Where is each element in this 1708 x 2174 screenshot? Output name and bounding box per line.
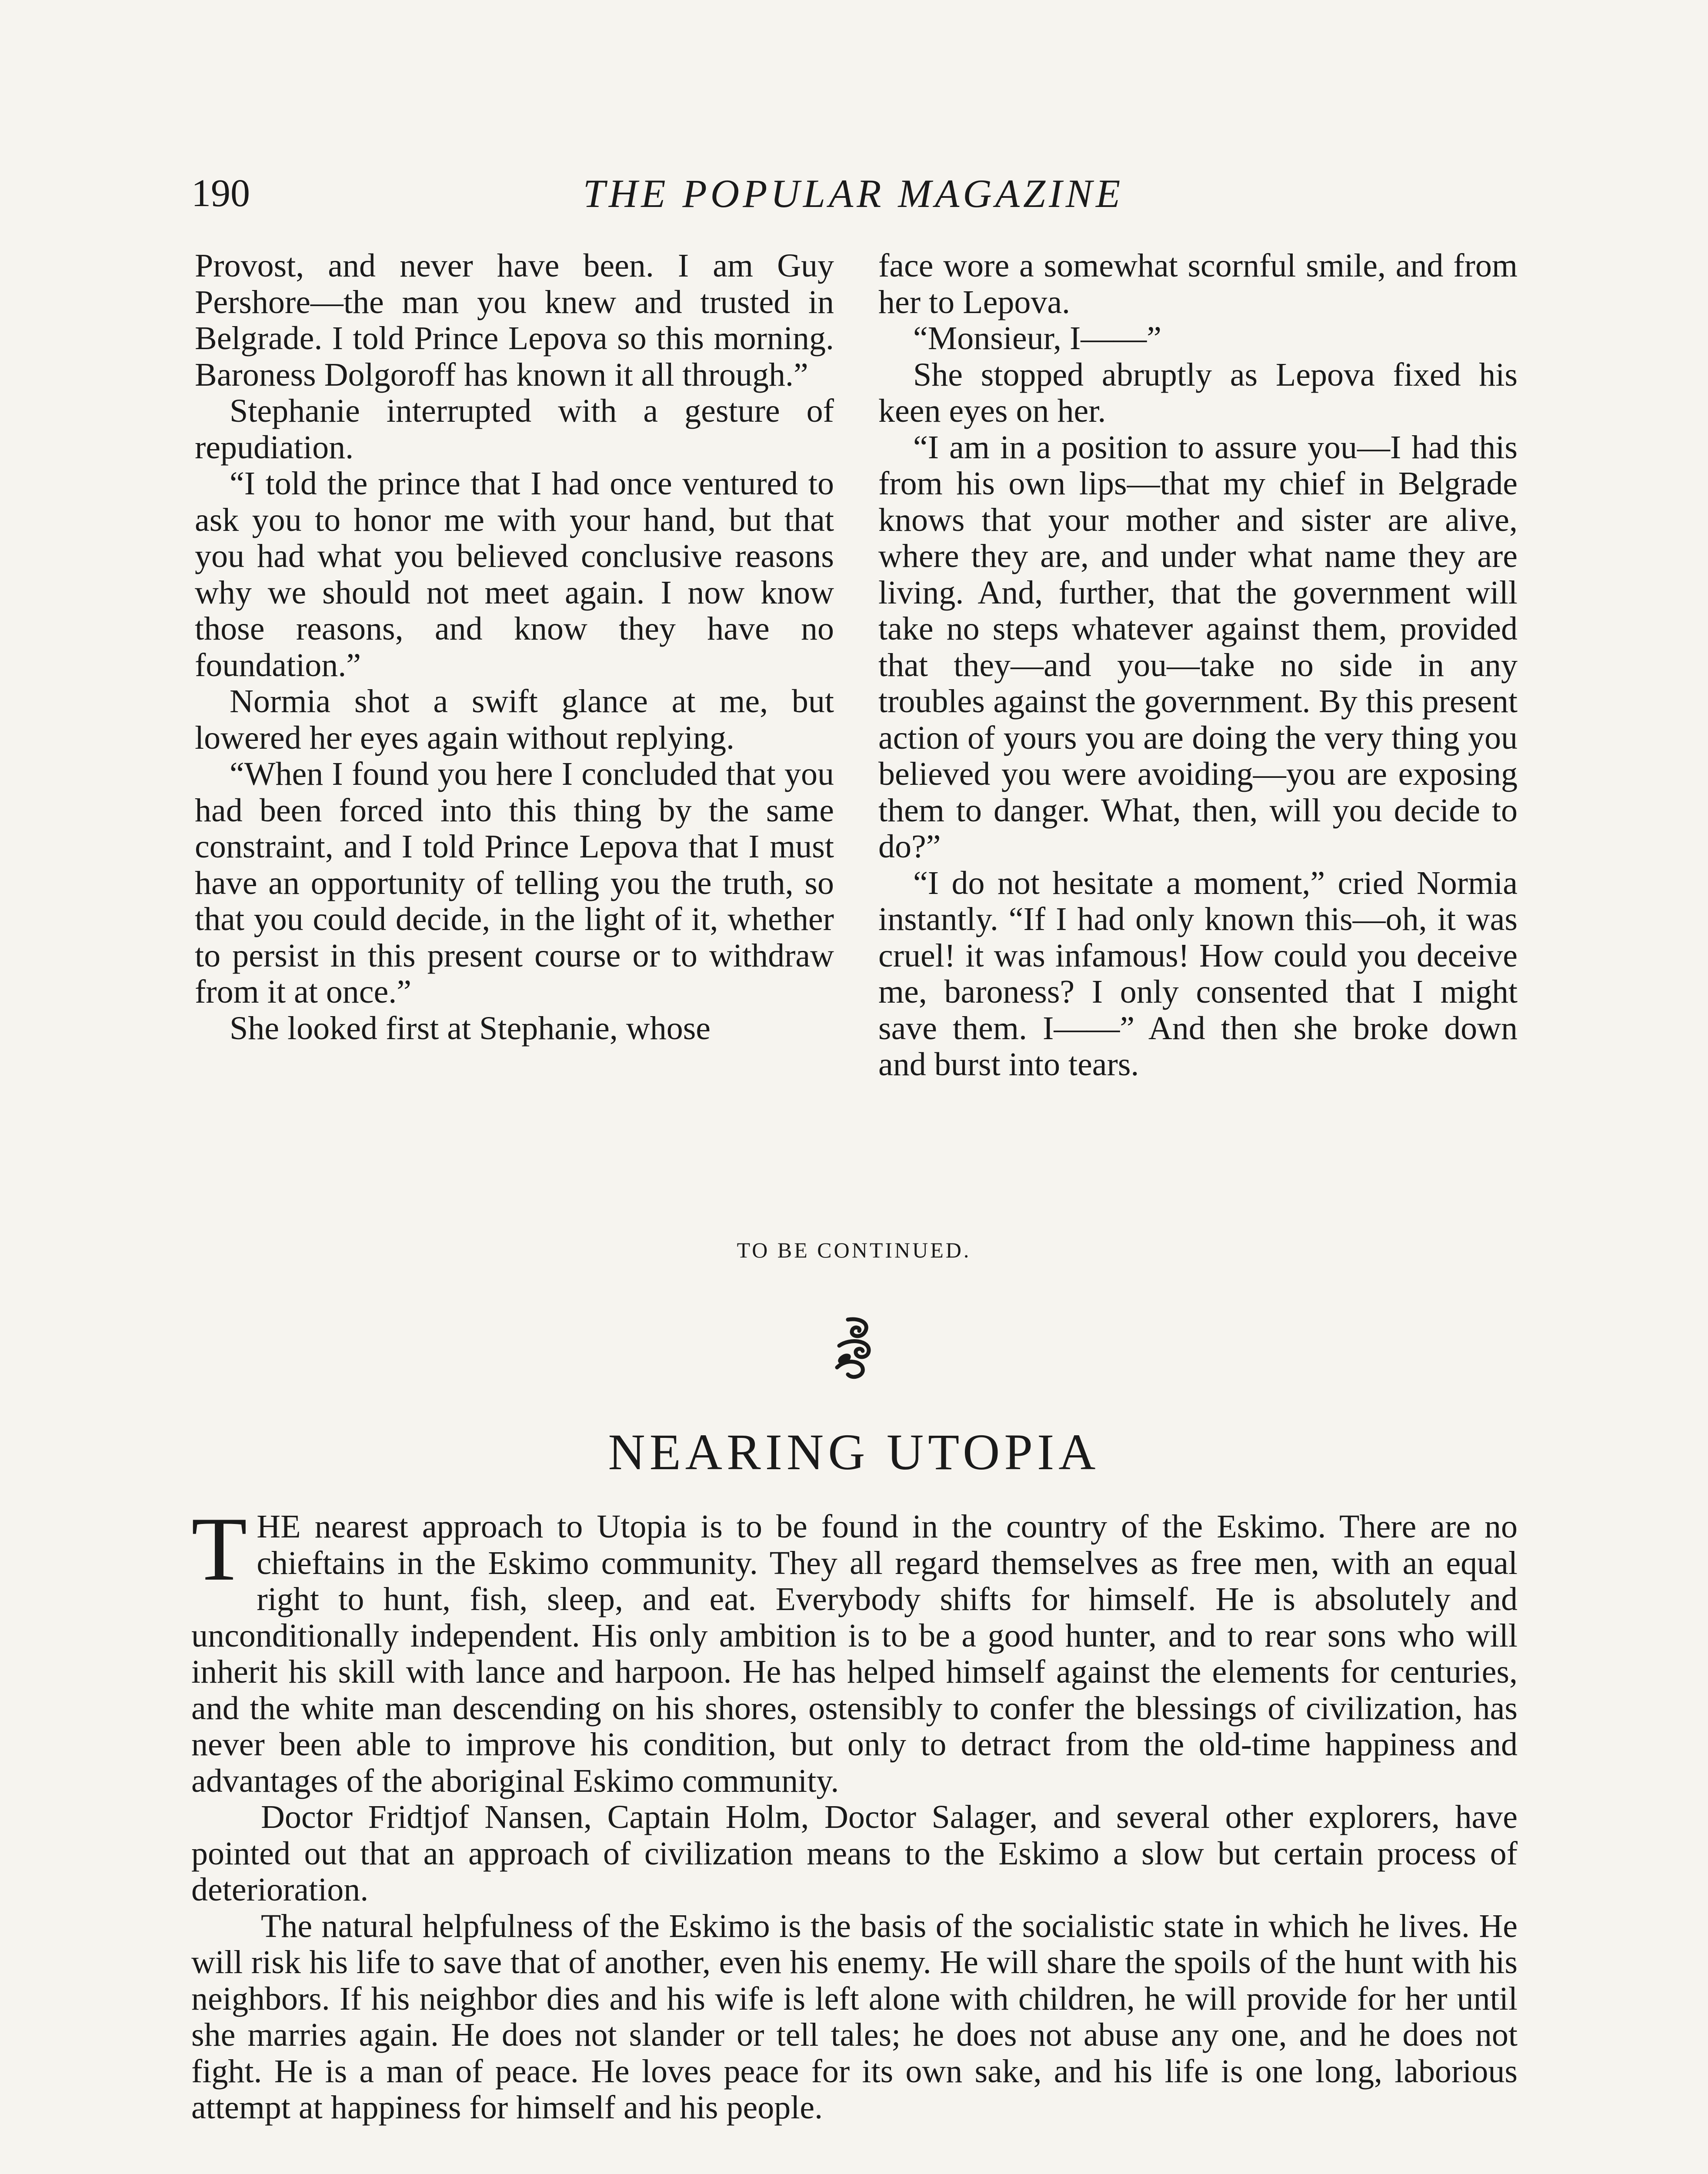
to-be-continued-label: TO BE CONTINUED. bbox=[737, 1238, 971, 1262]
story-paragraph: “I do not hesitate a moment,” cried Normia instantly. “If I had only known this—oh, it was cruel! it was infamous! How could you deceive me, baroness? I only consented that I might save them. I——” And then she broke down and burst into tears. bbox=[878, 864, 1518, 1083]
article-paragraph: The natural helpfulness of the Eskimo is the basis of the socialistic state in which he lives. He will risk his life to save that of another, even his enemy. He will share the spoils of the hunt with his neighbors. If his neighbor dies and his wife is left alone with children, he will provide for her until she marries again. He does not slander or tell tales; he does not abuse any one, and he does not fight. He is a man of peace. He loves peace for its own sake, and his life is one long, laborious attempt at happiness for himself and his people. bbox=[191, 1907, 1518, 2126]
story-paragraph: Normia shot a swift glance at me, but lowered her eyes again without replying. bbox=[195, 683, 834, 756]
story-paragraph: “I am in a position to assure you—I had this from his own lips—that my chief in Belgrade knows that your mother and sister are alive, where they are, and under what name they are living. And, further, that the government will take no steps whatever against them, provided that they—and you—take no side in any troubles against the government. By this present action of yours you are doing the very thing you believed you were avoiding—you are exposing them to danger. What, then, will you decide to do?” bbox=[878, 429, 1518, 865]
right-column bbox=[878, 248, 1518, 1083]
story-paragraph: Provost, and never have been. I am Guy Pershore—the man you knew and trusted in Belgrade. I told Prince Lepova so this morning. Baroness Dolgoroff has known it all through.” bbox=[195, 247, 834, 393]
article-title: NEARING UTOPIA bbox=[608, 1424, 1100, 1480]
story-paragraph: face wore a somewhat scornful smile, and from her to Lepova. bbox=[878, 247, 1518, 320]
magazine-title: THE POPULAR MAGAZINE bbox=[583, 171, 1124, 216]
drop-cap: T bbox=[191, 1499, 247, 1600]
story-columns bbox=[195, 248, 1517, 1204]
story-paragraph: Stephanie interrupted with a gesture of repudiation. bbox=[195, 393, 834, 466]
story-paragraph: She looked first at Stephanie, whose bbox=[230, 1010, 711, 1047]
story-paragraph: “I told the prince that I had once ventured to ask you to honor me with your hand, but that you had what you believed conclusive reasons why we should not meet again. I now know those reasons, and know they have no foundation.” bbox=[195, 465, 834, 684]
article-body bbox=[191, 1499, 1518, 2126]
page-number: 190 bbox=[191, 172, 250, 215]
story-paragraph: She stopped abruptly as Lepova fixed his keen eyes on her. bbox=[878, 356, 1518, 429]
article-paragraph: Doctor Fridtjof Nansen, Captain Holm, Doctor Salager, and several other explorers, have pointed out that an approach of civilization means to the Eskimo a slow but certain process of deterioration. bbox=[191, 1799, 1518, 1908]
first-paragraph-text: HE nearest approach to Utopia is to be found in the country of the Eskimo. There are no chieftains in the Eskimo community. They all regard themselves as free men, with an equal right to hunt, fish, sleep, and eat. Everybody shifts for himself. He is absolutely and unconditionally independent. His only ambition is to be a good hunter, and to rear sons who will inherit his skill with lance and harpoon. He has helped himself against the elements for centuries, and the white man descending on his shores, ostensibly to confer the blessings of civilization, has never been able to improve his condition, but only to detract from the old-time happiness and advantages of the aboriginal Eskimo community. bbox=[191, 1508, 1518, 1799]
story-paragraph: “When I found you here I concluded that you had been forced into this thing by the same constraint, and I told Prince Lepova that I must have an opportunity of telling you the truth, so that you could decide, in the light of it, whether to persist in this present course or to withdraw from it at once.” bbox=[195, 756, 834, 1010]
left-column bbox=[195, 248, 834, 1047]
page-header bbox=[191, 167, 1515, 224]
fleuron-icon bbox=[831, 1315, 878, 1380]
story-paragraph: “Monsieur, I——” bbox=[913, 320, 1162, 357]
article-first-paragraph bbox=[191, 1499, 1518, 1799]
